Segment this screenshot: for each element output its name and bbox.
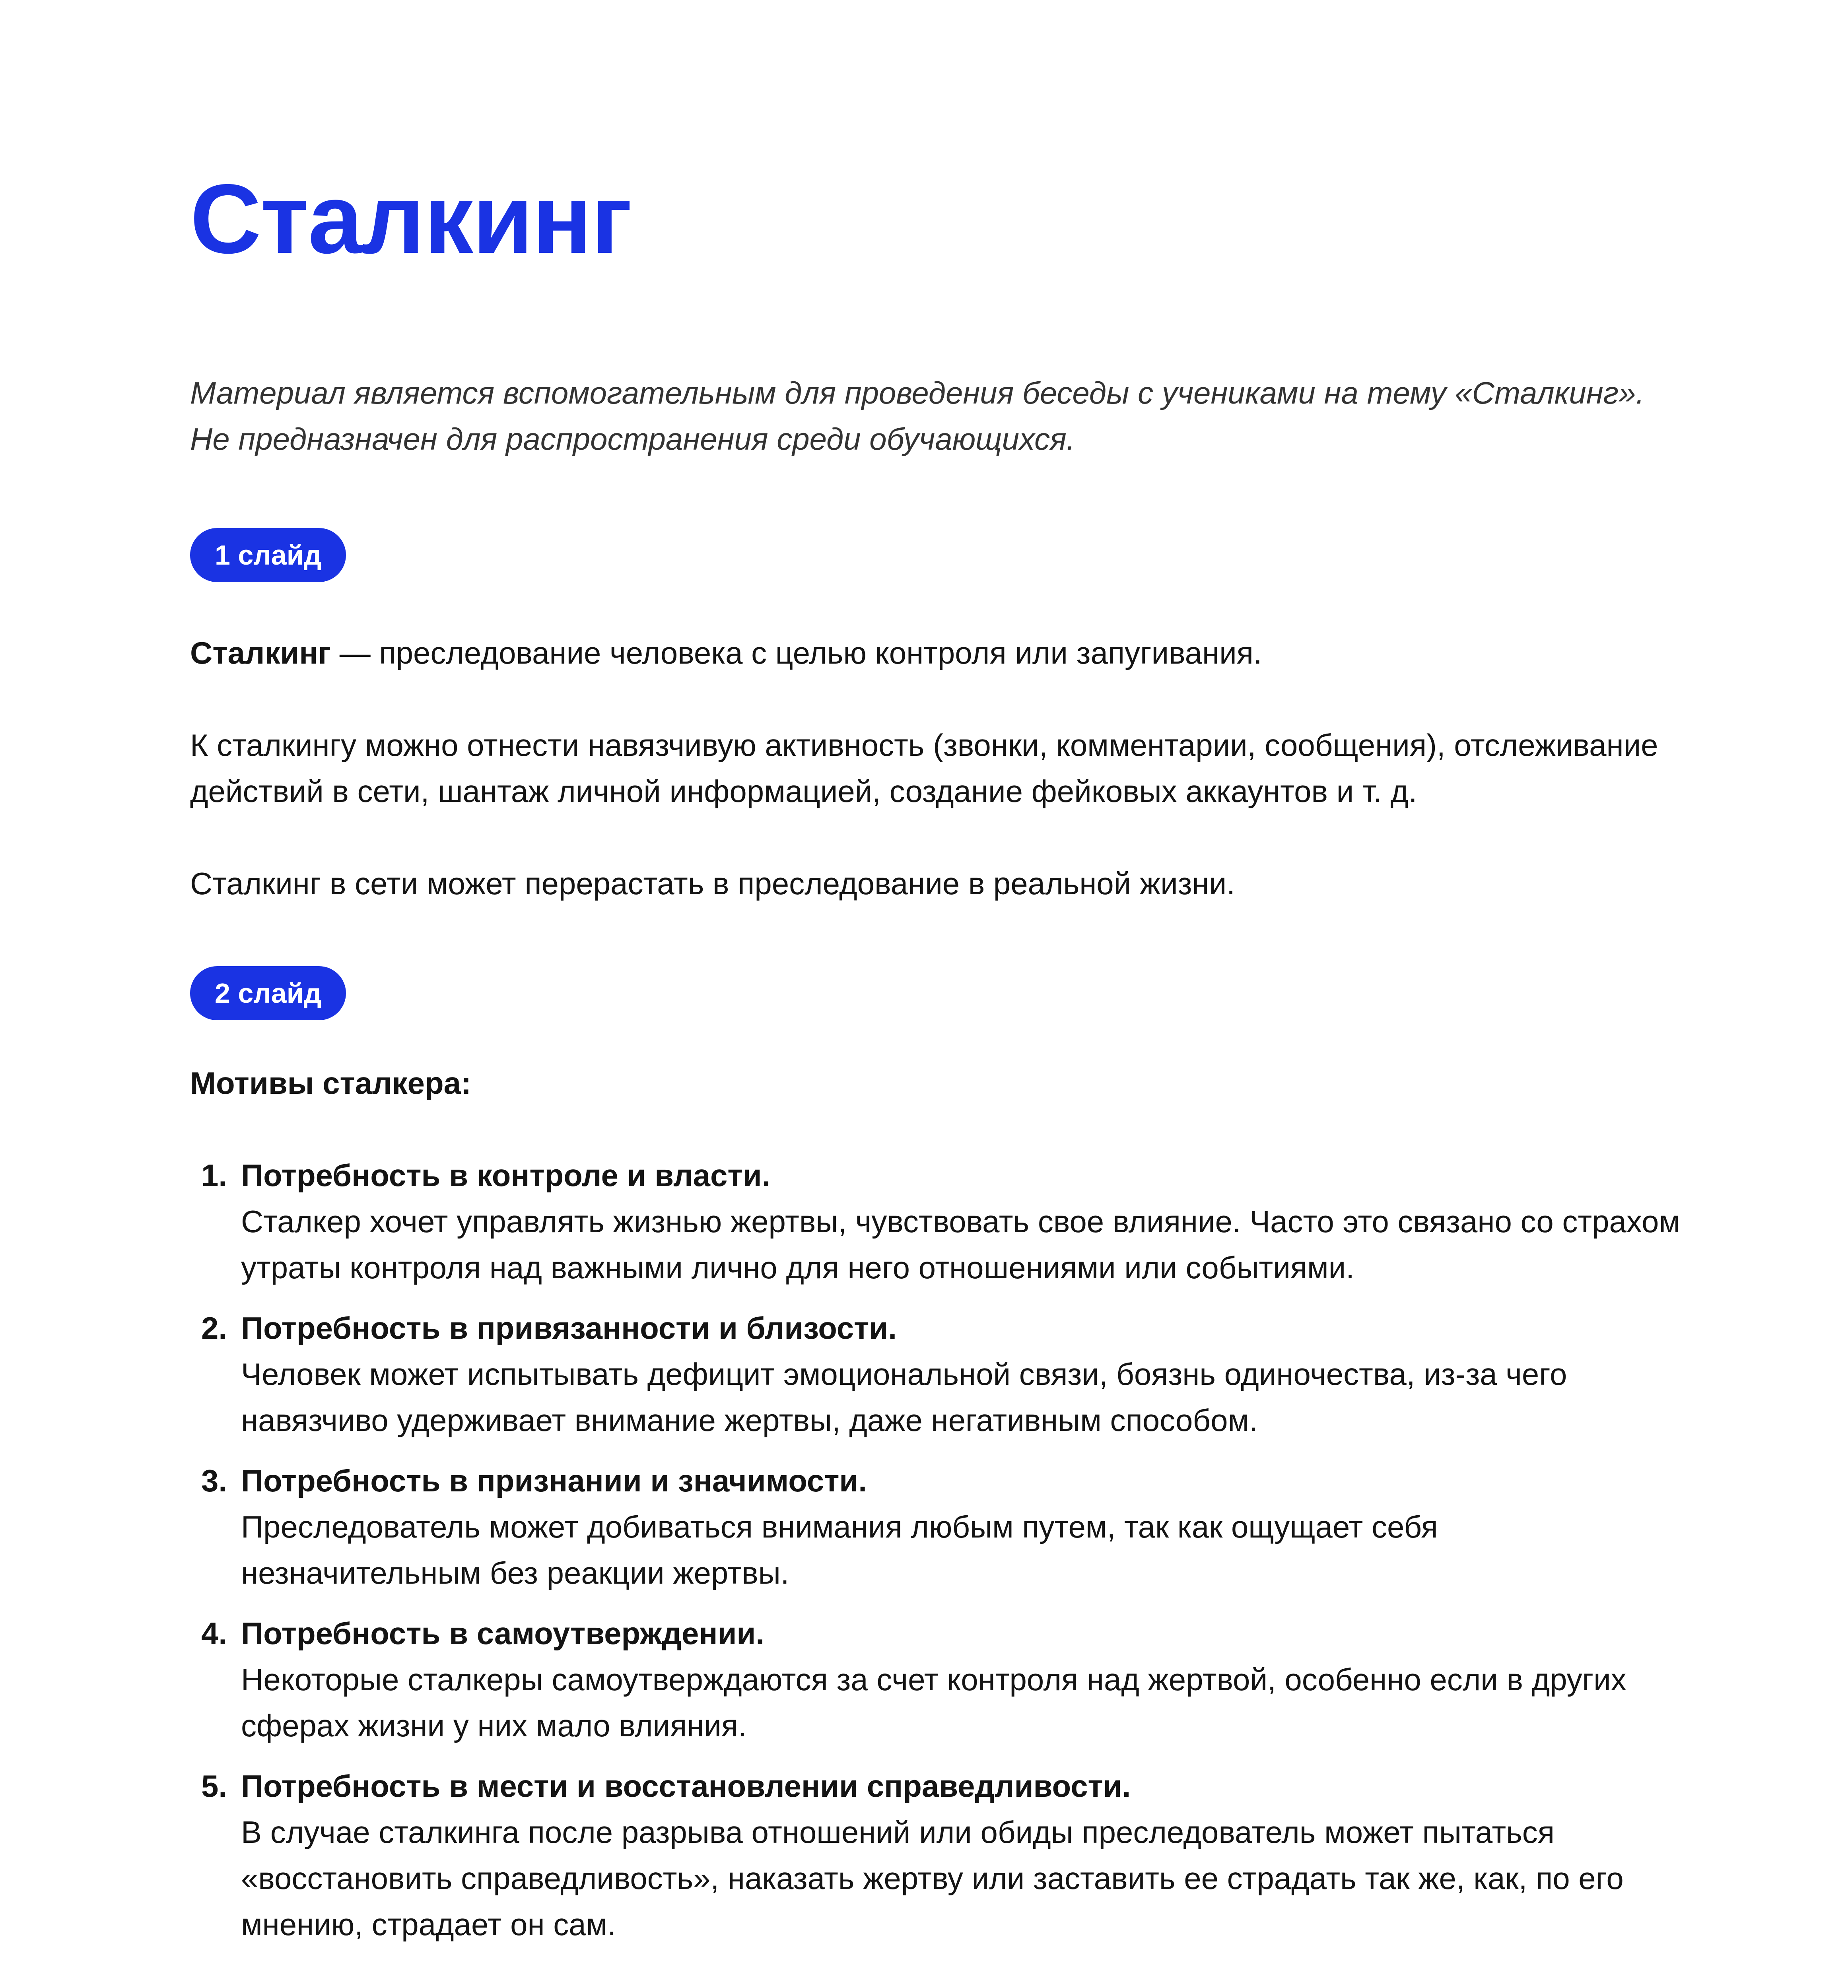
motives-heading: Мотивы сталкера: bbox=[190, 1066, 471, 1101]
list-item-title: Потребность в привязанности и близости. bbox=[241, 1310, 897, 1345]
motives-list bbox=[190, 1152, 1685, 1947]
definition-term: Сталкинг bbox=[190, 635, 331, 670]
stalking-offline-paragraph: Сталкинг в сети может перерастать в преследование в реальной жизни. bbox=[190, 866, 1235, 901]
slide-1-section bbox=[190, 462, 1685, 907]
list-item bbox=[190, 1305, 1685, 1443]
list-item-text: Человек может испытывать дефицит эмоциональной связи, боязнь одиночества, из-за чего навязчиво удерживает внимание жертвы, даже негативным способом. bbox=[241, 1357, 1567, 1438]
definition-paragraph bbox=[190, 630, 1685, 676]
slide-2-badge: 2 слайд bbox=[190, 966, 346, 1020]
list-item-title: Потребность в контроле и власти. bbox=[241, 1158, 771, 1193]
list-item-title: Потребность в мести и восстановлении справедливости. bbox=[241, 1769, 1131, 1804]
list-item-text: Преследователь может добиваться внимания любым путем, так как ощущает себя незначительным без реакции жертвы. bbox=[241, 1509, 1438, 1590]
list-item-number: 4. bbox=[201, 1616, 227, 1651]
list-item bbox=[190, 1610, 1685, 1749]
list-item-title: Потребность в признании и значимости. bbox=[241, 1463, 867, 1498]
list-item-text: В случае сталкинга после разрыва отношений или обиды преследователь может пытаться «восстановить справедливость», наказать жертву или заставить ее страдать так же, как, по его мнению, страдает он сам. bbox=[241, 1815, 1624, 1942]
definition-text: — преследование человека с целью контроля или запугивания. bbox=[331, 635, 1262, 670]
stalking-activities-paragraph: К сталкингу можно отнести навязчивую активность (звонки, комментарии, сообщения), отслеживание действий в сети, шантаж личной информацией, создание фейковых аккаунтов и т. д. bbox=[190, 728, 1658, 809]
document-content bbox=[190, 159, 1685, 1988]
page-title: Сталкинг bbox=[190, 163, 632, 274]
slide-2-section bbox=[190, 907, 1685, 1988]
list-item-text: Сталкер хочет управлять жизнью жертвы, чувствовать свое влияние. Часто это связано со страхом утраты контроля над важными лично для него отношениями или событиями. bbox=[241, 1204, 1681, 1285]
list-item bbox=[190, 1763, 1685, 1947]
list-item-number: 3. bbox=[201, 1463, 227, 1498]
list-item-number: 1. bbox=[201, 1158, 227, 1193]
list-item bbox=[190, 1152, 1685, 1291]
list-item-text: Некоторые сталкеры самоутверждаются за счет контроля над жертвой, особенно если в других сферах жизни у них мало влияния. bbox=[241, 1662, 1626, 1743]
slide-1-badge: 1 слайд bbox=[190, 528, 346, 582]
list-item-number: 5. bbox=[201, 1769, 227, 1804]
list-item bbox=[190, 1458, 1685, 1596]
list-item-title: Потребность в самоутверждении. bbox=[241, 1616, 765, 1651]
list-item-number: 2. bbox=[201, 1310, 227, 1345]
intro-note: Материал является вспомогательным для проведения беседы с учениками на тему «Сталкинг». Не предназначен для распространения среди обучающихся. bbox=[190, 375, 1645, 456]
